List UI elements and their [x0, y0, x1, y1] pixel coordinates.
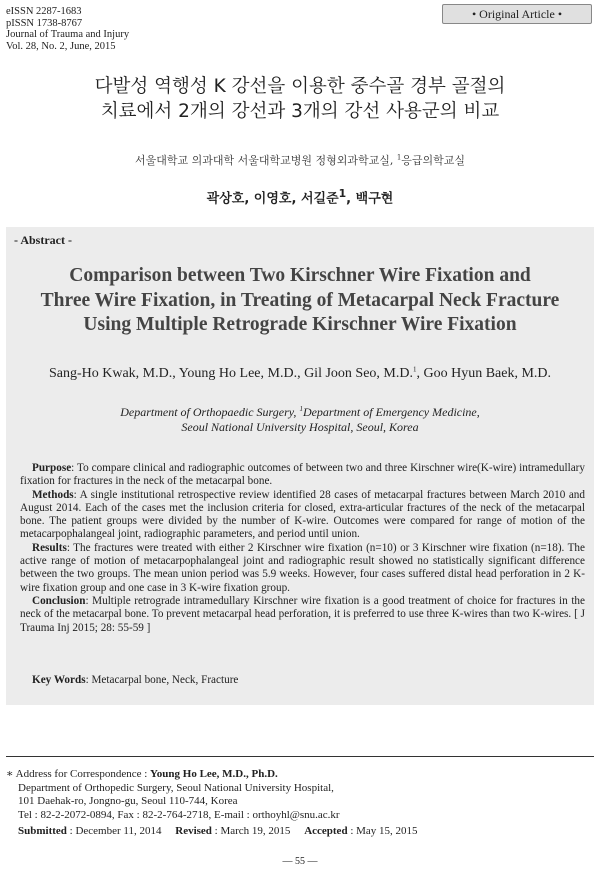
footnote-divider [6, 756, 594, 757]
korean-title-line-2: 치료에서 2개의 강선과 3개의 강선 사용군의 비교 [100, 101, 500, 122]
conclusion-label: Conclusion [32, 594, 86, 607]
purpose-label: Purpose [32, 462, 72, 474]
keywords-text: : Metacarpal bone, Neck, Fracture [85, 674, 239, 686]
korean-affiliation-tail: 응급의학교실 [401, 154, 466, 167]
eissn: eISSN 2287-1683 [6, 6, 82, 17]
korean-authors-tail: , 백구현 [346, 191, 394, 207]
journal-name: Journal of Trauma and Injury [6, 29, 130, 40]
english-authors-tail: , Goo Hyun Baek, M.D. [416, 366, 552, 381]
correspondence-contact: Tel : 82-2-2072-0894, Fax : 82-2-764-2718, E-mail : orthoyhl@snu.ac.kr [18, 808, 340, 821]
korean-affiliation-main: 서울대학교 의과대학 서울대학교병원 정형외과학교실, [134, 154, 397, 167]
journal-meta [6, 6, 129, 52]
abstract-methods [20, 489, 585, 542]
page-number: — 55 — [282, 856, 318, 867]
korean-authors [20, 187, 580, 206]
english-affiliation [20, 405, 580, 435]
english-authors-main: Sang-Ho Kwak, M.D., Young Ho Lee, M.D., Gil Joon Seo, M.D. [48, 366, 413, 381]
correspondence-dept: Department of Orthopedic Surgery, Seoul National University Hospital, [18, 781, 334, 794]
affil-dept-ortho: Department of Orthopaedic Surgery, [120, 405, 300, 419]
correspondence-line-1 [6, 768, 340, 782]
submitted-date: : December 11, 2014 [66, 825, 162, 837]
korean-authors-sup: 1 [338, 187, 347, 200]
korean-authors-main: 곽상호, 이영호, 서길준 [206, 191, 339, 207]
korean-affiliation-sup: 1 [396, 153, 402, 162]
pissn: pISSN 1738-8767 [6, 17, 83, 29]
english-title [20, 264, 580, 338]
correspondence-name: Young Ho Lee, M.D., Ph.D. [150, 768, 278, 780]
methods-text: : A single institutional retrospective review identified 28 cases of metacarpal fractures between March 2010 and August 2014. Each of the cases met the inclusion criteria for closed, extra-articular fractures of the neck of the metacarpal bone. The patient groups were divided by the number of K-wire. Outcomes were compared for range of motion of the metacarpophalangeal joint, radiographic parameters, and period until union. [20, 488, 585, 541]
english-title-line-2: Three Wire Fixation, in Treating of Metacarpal Neck Fracture [40, 289, 560, 311]
english-affiliation-line-1 [20, 405, 580, 420]
english-title-line-3: Using Multiple Retrograde Kirschner Wire Fixation [83, 314, 517, 335]
korean-title-line-1: 다발성 역행성 K 강선을 이용한 중수골 경부 골절의 [94, 76, 506, 97]
affil-dept-emergency: Department of Emergency Medicine, [302, 405, 480, 419]
abstract-body [20, 462, 585, 635]
accepted-date: : May 15, 2015 [347, 825, 418, 837]
korean-affiliation [20, 152, 580, 168]
english-authors [20, 366, 580, 382]
correspondence-address: 101 Daehak-ro, Jongno-gu, Seoul 110-744, Korea [18, 795, 238, 807]
methods-label: Methods [32, 488, 74, 501]
asterisk-icon: ∗ [6, 768, 14, 780]
affil-sup: 1 [299, 405, 303, 413]
correspondence [6, 768, 340, 822]
revised-label: Revised [175, 825, 212, 837]
abstract-results [20, 542, 585, 595]
results-text: : The fractures were treated with either 2 Kirschner wire fixation (n=10) or 3 Kirschner wire fixation (n=18). The active range of motion of metacarpophalangeal joint and radiographic result showed no statistically significant difference between the two groups. The mean union period was 5.9 weeks. However, four cases suffered distal head perforation in 2 K-wire fixation group and one case in 3 K-wire fixation group. [20, 541, 585, 594]
english-title-line-1: Comparison between Two Kirschner Wire Fixation and [69, 265, 531, 286]
abstract-label: - Abstract - [14, 233, 72, 247]
english-affiliation-line-2: Seoul National University Hospital, Seoul, Korea [181, 420, 419, 434]
korean-title [20, 74, 580, 124]
submission-dates [18, 825, 418, 837]
article-type-badge: • Original Article • [442, 4, 592, 24]
abstract-conclusion [20, 595, 585, 635]
english-authors-sup: 1 [412, 365, 417, 374]
keywords [32, 674, 238, 686]
keywords-label: Key Words [32, 674, 86, 686]
volume-info: Vol. 28, No. 2, June, 2015 [6, 40, 116, 52]
submitted-label: Submitted [18, 825, 67, 837]
results-label: Results [32, 541, 67, 554]
accepted-label: Accepted [304, 825, 348, 837]
correspondence-label: Address for Correspondence : [13, 768, 151, 780]
revised-date: : March 19, 2015 [211, 825, 291, 837]
abstract-purpose [20, 462, 585, 489]
conclusion-text: : Multiple retrograde intramedullary Kirschner wire fixation is a good treatment of choice for fractures in the neck of the metacarpal bone. To prevent metacarpal head perforation, it is preferred to use three K-wires than two K-wires. [ J Trauma Inj 2015; 28: 55-59 ] [20, 594, 585, 634]
purpose-text: : To compare clinical and radiographic outcomes of between two and three Kirschner wire(K-wire) intramedullary fixation for fractures in the neck of the metacarpal bone. [20, 462, 585, 488]
